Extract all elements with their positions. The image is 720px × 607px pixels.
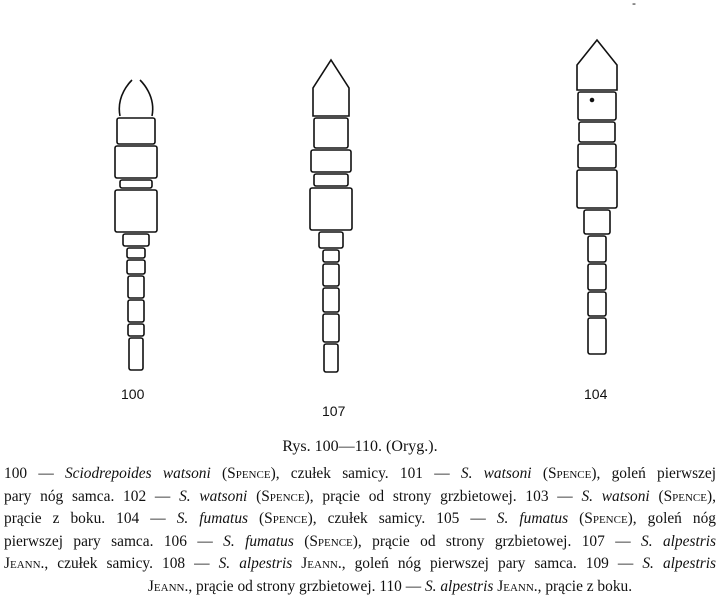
antenna-100-club-tip-right xyxy=(140,80,153,116)
caption-line xyxy=(4,531,716,554)
species-name: S. fumatus xyxy=(223,532,294,550)
figure-label-107: 107 xyxy=(322,403,346,419)
caption-text: ( xyxy=(247,487,262,505)
antenna-107-segment xyxy=(323,250,339,262)
species-name: S. watsoni xyxy=(460,465,532,482)
caption-text: pierwszej pary samca. 106 — xyxy=(4,532,224,550)
antenna-107-segment xyxy=(323,314,339,342)
caption-text: , goleń nóg pierwszej pary samca. 109 — xyxy=(341,555,643,573)
species-name: S. fumatus xyxy=(176,510,249,528)
antenna-104-dot xyxy=(591,99,594,102)
caption-line xyxy=(4,463,716,486)
species-name: S. alpestris xyxy=(641,532,716,550)
caption-text: 100 — xyxy=(4,465,65,482)
antenna-107-club-tip xyxy=(313,60,349,116)
caption-text: ( xyxy=(531,465,548,482)
antenna-107-segment xyxy=(323,264,339,286)
caption-text: ), czułek samicy. 105 — xyxy=(307,510,497,528)
antenna-100-segment xyxy=(115,146,157,178)
antenna-100-segment xyxy=(128,276,144,298)
author-name: Spence xyxy=(309,532,353,550)
figure-label-100: 100 xyxy=(121,386,145,402)
caption-line xyxy=(4,508,716,531)
species-name: S. watsoni xyxy=(581,487,650,505)
antenna-104-segment xyxy=(578,92,616,120)
caption-text: ), prącie od strony grzbietowej. 107 — xyxy=(352,532,642,550)
antenna-100-club-tip-left xyxy=(119,80,132,116)
figure-label-104: 104 xyxy=(584,386,608,402)
antenna-104-segment xyxy=(588,264,606,290)
caption-text: ), czułek samicy. 101 — xyxy=(270,465,461,482)
caption-text: ( xyxy=(248,510,265,528)
caption-line xyxy=(4,553,716,576)
caption-title: Rys. 100—110. (Oryg.). xyxy=(282,438,438,455)
species-name: S. alpestris xyxy=(218,555,293,573)
antenna-104-segment xyxy=(584,210,610,234)
antenna-100-segment xyxy=(117,118,155,144)
caption-text: ), prącie od strony grzbietowej. 103 — xyxy=(304,487,582,505)
antenna-100-segment xyxy=(129,338,143,370)
antenna-107-segment xyxy=(324,344,338,372)
author-name: Spence xyxy=(264,510,308,528)
antenna-104-segment xyxy=(579,122,615,142)
caption-text xyxy=(292,555,301,572)
antenna-104-segment xyxy=(588,292,606,316)
author-name: Spence xyxy=(584,510,628,528)
antenna-104-club-tip xyxy=(577,40,617,90)
caption-text: ( xyxy=(649,487,664,505)
antenna-107-segment xyxy=(311,150,351,172)
author-name: Jeann. xyxy=(147,577,189,595)
species-name: S. watsoni xyxy=(179,487,248,505)
antenna-104-segment xyxy=(588,318,606,354)
species-name: S. alpestris xyxy=(424,577,494,595)
species-name: S. alpestris xyxy=(642,555,716,573)
caption-line xyxy=(4,486,716,509)
caption-text: ), goleń pierwszej xyxy=(591,465,716,482)
antenna-107-segment xyxy=(319,232,343,248)
caption-text: ), xyxy=(707,487,716,505)
caption-text: ( xyxy=(293,532,310,550)
author-name: Spence xyxy=(227,465,271,482)
corner-mark: - xyxy=(632,0,636,10)
antenna-100-segment xyxy=(127,248,145,258)
caption-line xyxy=(4,576,716,599)
antenna-104-segment xyxy=(577,170,617,208)
species-name: S. fumatus xyxy=(496,510,569,528)
caption-text: , czułek samicy. 108 — xyxy=(44,555,219,573)
author-name: Spence xyxy=(261,487,305,505)
antenna-100-segment xyxy=(115,190,157,232)
antenna-107-segment xyxy=(314,118,348,148)
caption-text: , prącie z boku. xyxy=(537,577,633,595)
caption-body xyxy=(4,463,716,599)
species-name: Sciodrepoides watsoni xyxy=(64,465,211,482)
antenna-104-segment xyxy=(578,144,616,168)
caption-text: , prącie od strony grzbietowej. 110 — xyxy=(188,577,425,595)
antenna-100-segment xyxy=(128,324,144,336)
caption-text: ( xyxy=(568,510,585,528)
antenna-107-segment xyxy=(323,288,339,312)
author-name: Jeann. xyxy=(4,555,45,573)
caption-text: pary nóg samca. 102 — xyxy=(4,487,180,505)
antenna-100-segment xyxy=(120,180,152,188)
antenna-107-segment xyxy=(314,174,348,186)
antenna-100-segment xyxy=(128,300,144,322)
author-name: Jeann. xyxy=(301,555,342,573)
antenna-100-segment xyxy=(127,260,145,274)
caption-text: prącie z boku. 104 — xyxy=(4,510,177,528)
antenna-107-segment xyxy=(310,188,352,230)
antenna-104-segment xyxy=(588,236,606,262)
caption-text: ), goleń nóg xyxy=(627,510,716,528)
author-name: Jeann. xyxy=(497,577,538,595)
caption-text: ( xyxy=(210,465,228,482)
antenna-100-segment xyxy=(123,234,149,246)
author-name: Spence xyxy=(663,487,707,505)
author-name: Spence xyxy=(547,465,592,482)
